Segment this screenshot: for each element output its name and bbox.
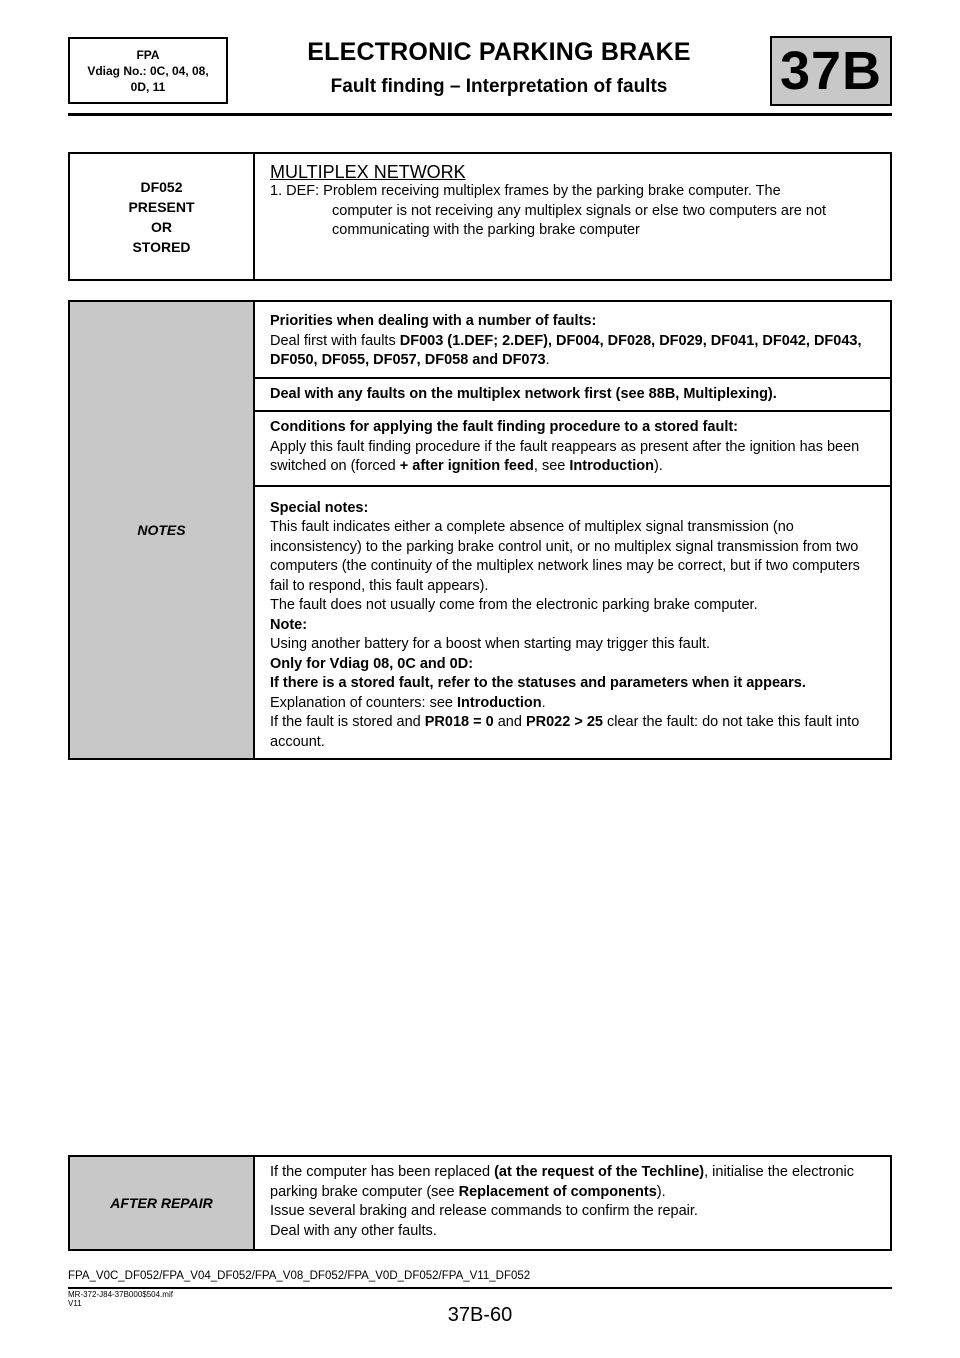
clear-pr022: PR022 > 25 <box>525 714 603 730</box>
after-repair-label-cell <box>69 1156 254 1250</box>
conditions-cell <box>254 411 891 486</box>
after-repair-components-ref: Replacement of components <box>458 1183 657 1200</box>
priorities-suffix: . <box>545 352 550 368</box>
vehicle-info-box <box>68 37 228 104</box>
notes-table <box>68 300 892 760</box>
after-repair-a1: If the computer has been replaced <box>270 1164 495 1180</box>
counters-introduction-ref: Introduction <box>457 694 542 711</box>
footer-mr-file: MR-372-J84-37B000$504.mif <box>68 1290 173 1299</box>
after-repair-a1e: ). <box>656 1183 666 1200</box>
special-notes-p2: The fault does not usually come from the electronic parking brake computer. <box>270 597 758 613</box>
fault-code: DF052 <box>140 178 183 195</box>
footer-doc-id <box>68 1290 173 1308</box>
page-subtitle: Fault finding – Interpretation of faults <box>330 76 668 97</box>
multiplex-first-text: Deal with any faults on the multiplex network first (see 88B, Multiplexing). <box>270 385 777 402</box>
notes-label-cell <box>69 301 254 759</box>
conditions-end: ). <box>653 458 663 474</box>
special-notes-p3: Using another battery for a boost when starting may trigger this fault. <box>270 636 711 652</box>
multiplex-first-cell <box>254 378 891 412</box>
special-notes-cell <box>254 486 891 760</box>
after-repair-table <box>68 1155 892 1251</box>
counters-line <box>270 694 876 714</box>
counters-prefix: Explanation of counters: see <box>270 694 458 711</box>
clear-b: clear the fault: do not take this fault into account. <box>270 714 860 750</box>
fault-status-cell <box>69 153 254 280</box>
vdiag-condition: Only for Vdiag 08, 0C and 0D: <box>270 655 474 672</box>
after-repair-line-3: Deal with any other faults. <box>270 1222 437 1239</box>
fault-status-or: OR <box>151 218 172 235</box>
priorities-cell <box>254 301 891 378</box>
vdiag-line-2: 0D, 11 <box>130 79 166 94</box>
page-number: 37B-60 <box>447 1304 513 1326</box>
after-repair-techline: (at the request of the Techline) <box>494 1164 705 1180</box>
fault-description-cell <box>254 153 891 280</box>
special-notes-p1: This fault indicates either a complete absence of multiplex signal transmission (no inconsistency) to the parking brake control unit, or no multiplex signal transmission from two computers (the continuity of the multiplex network lines may be correct, but if two computers fail to respond, this fault appears). <box>270 519 860 594</box>
special-notes-heading: Special notes: <box>270 499 369 516</box>
footer-divider <box>68 1287 892 1289</box>
section-code-badge: 37B <box>770 36 892 106</box>
after-repair-content-cell <box>254 1156 891 1250</box>
fault-status-stored: STORED <box>132 238 191 255</box>
fault-name: MULTIPLEX NETWORK <box>270 162 466 182</box>
fault-status-present: PRESENT <box>128 198 195 215</box>
conditions-heading: Conditions for applying the fault finding procedure to a stored fault: <box>270 419 739 435</box>
after-repair-a1c: , initialise the electronic parking brake computer (see <box>270 1164 855 1200</box>
footer-version: V11 <box>68 1299 82 1308</box>
conditions-text: Apply this fault finding procedure if the fault reappears as present after the ignition has been switched on (forced <box>270 438 860 474</box>
clear-a: If the fault is stored and <box>270 714 425 730</box>
footer-reference: FPA_V0C_DF052/FPA_V04_DF052/FPA_V08_DF052/FPA_V0D_DF052/FPA_V11_DF052 <box>68 1270 531 1282</box>
fault-definition-line-1: 1. DEF: Problem receiving multiplex frames by the parking brake computer. The <box>270 183 781 199</box>
notes-label: NOTES <box>137 522 186 538</box>
priorities-faults: DF003 (1.DEF; 2.DEF), DF004, DF028, DF029, DF041, DF042, DF043, DF050, DF055, DF057, DF058 and DF073 <box>270 332 862 368</box>
after-repair-label: AFTER REPAIR <box>110 1195 213 1211</box>
stored-fault-instruction: If there is a stored fault, refer to the statuses and parameters when it appears. <box>270 675 806 691</box>
conditions-feed: + after ignition feed <box>399 458 534 474</box>
conditions-see: , see <box>533 458 570 474</box>
conditions-introduction-ref: Introduction <box>569 458 654 474</box>
fault-table <box>68 152 892 281</box>
clear-pr018: PR018 = 0 <box>424 714 494 730</box>
note-label: Note: <box>270 616 308 633</box>
after-repair-line-2: Issue several braking and release commands to confirm the repair. <box>270 1203 698 1219</box>
clear-and: and <box>493 714 526 730</box>
priorities-heading: Priorities when dealing with a number of faults: <box>270 313 597 329</box>
priorities-prefix: Deal first with faults <box>270 332 400 349</box>
fault-definition-rest: computer is not receiving any multiplex signals or else two computers are not communicating with the parking brake computer <box>332 202 827 238</box>
vdiag-line-1: Vdiag No.: 0C, 04, 08, <box>87 63 209 78</box>
counters-suffix: . <box>541 694 546 711</box>
clear-fault-line <box>270 713 876 752</box>
header-divider <box>68 113 892 116</box>
vehicle-code: FPA <box>136 47 160 62</box>
page-title: ELECTRONIC PARKING BRAKE <box>307 38 691 66</box>
